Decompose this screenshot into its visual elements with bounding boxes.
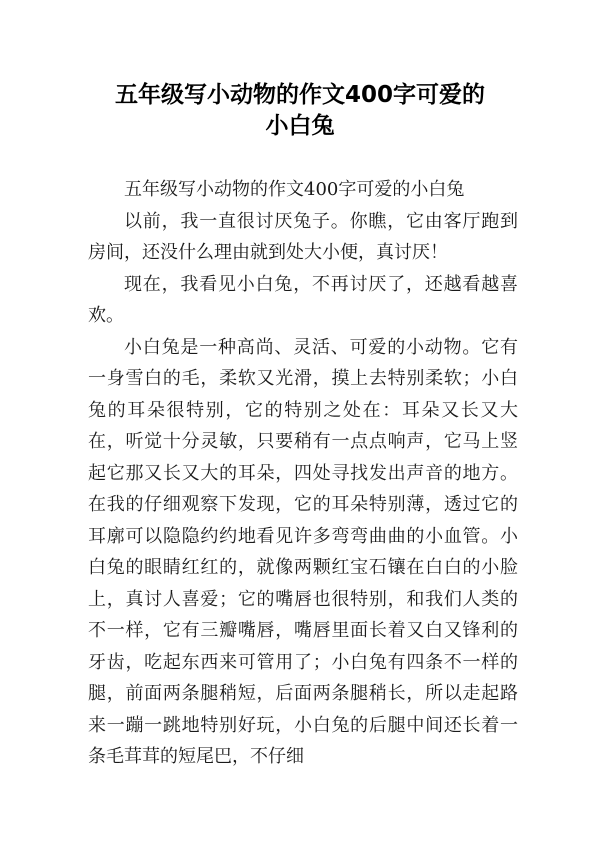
paragraph-subtitle: 五年级写小动物的作文400字可爱的小白兔 <box>124 179 465 200</box>
paragraph: 小白兔是一种高尚、灵活、可爱的小动物。它有一身雪白的毛，柔软又光滑，摸上去特别柔软；小白兔的耳朵很特别，它的特别之处在：耳朵又长又大在，听觉十分灵敏，只要稍有一点点响声，它马上竖起它那又长又大的耳朵，四处寻找发出声音的地方。在我的仔细观察下发现，它的耳朵特别薄，透过它的耳廓可以隐隐约约地看见许多弯弯曲曲的小血管。小白兔的眼睛红红的，就像两颗红宝石镶在白白的小脸上，真讨人喜爱；它的嘴唇也很特别，和我们人类的不一样，它有三瓣嘴唇，嘴唇里面长着又白又锋利的牙齿，吃起东西来可管用了；小白兔有四条不一样的腿，前面两条腿稍短，后面两条腿稍长，所以走起路来一蹦一跳地特别好玩，小白兔的后腿中间还长着一条毛茸茸的短尾巴，不仔细 <box>88 336 518 767</box>
document-body <box>88 174 518 773</box>
paragraph: 以前，我一直很讨厌兔子。你瞧，它由客厅跑到房间，还没什么理由就到处大小便，真讨厌！ <box>88 210 518 263</box>
document-title-line1: 五年级写小动物的作文400字可爱的 <box>114 82 485 108</box>
paragraph: 现在，我看见小白兔，不再讨厌了，还越看越喜欢。 <box>88 273 518 326</box>
document-title-line2: 小白兔 <box>265 113 335 139</box>
